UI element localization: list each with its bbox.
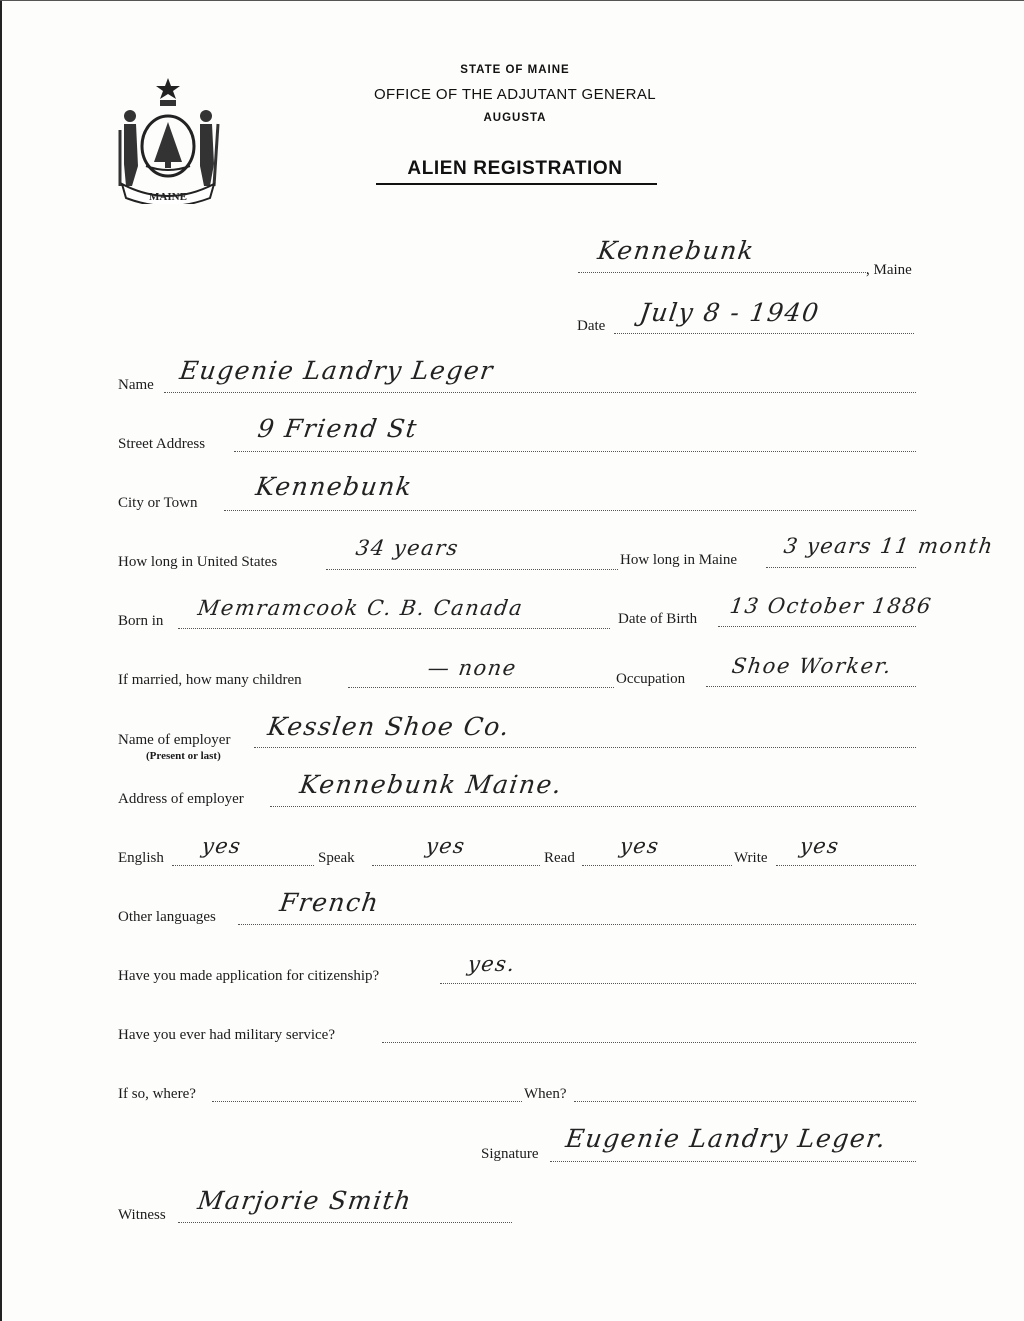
read-value: yes [618,834,662,858]
how-long-us-line [326,569,618,570]
street-label: Street Address [118,436,206,452]
city-value: Kennebunk [253,472,415,501]
street-value: 9 Friend St [255,414,420,443]
children-value: — none [426,656,519,680]
occupation-value: Shoe Worker. [730,654,894,678]
children-label: If married, how many children [118,672,302,688]
speak-value: yes [424,834,468,858]
city-label: City or Town [118,495,198,511]
place-line [578,272,868,273]
employer-value: Kesslen Shoe Co. [265,712,513,741]
place-value: Kennebunk [595,236,757,265]
when-label: When? [524,1086,567,1102]
where-line [212,1101,522,1102]
born-in-label: Born in [118,613,164,629]
write-label: Write [734,850,768,866]
scan-edge [0,0,2,1321]
employer-sublabel: (Present or last) [146,750,221,762]
how-long-us-value: 34 years [354,536,461,560]
street-line [234,451,916,452]
write-line [776,865,916,866]
born-in-line [178,628,610,629]
witness-label: Witness [118,1207,166,1223]
english-line [172,865,314,866]
occupation-label: Occupation [616,671,686,687]
how-long-us-label: How long in United States [118,554,278,570]
write-value: yes [798,834,842,858]
signature-label: Signature [481,1146,539,1162]
other-lang-label: Other languages [118,909,216,925]
form-title: ALIEN REGISTRATION [407,158,623,179]
employer-addr-value: Kennebunk Maine. [297,770,565,799]
dob-value: 13 October 1886 [728,594,934,618]
city-line [224,510,916,511]
born-in-value: Memramcook C. B. Canada [196,596,525,620]
signature-line [550,1161,916,1162]
witness-value: Marjorie Smith [195,1186,414,1215]
how-long-me-line [766,567,916,568]
header-city: AUGUSTA [483,112,547,124]
how-long-me-label: How long in Maine [620,552,738,568]
speak-label: Speak [318,850,355,866]
scan-edge-top [0,0,1024,1]
employer-label: Name of employer [118,732,231,748]
employer-addr-line [270,806,916,807]
speak-line [372,865,540,866]
dob-line [718,626,916,627]
english-value: yes [200,834,244,858]
date-label: Date [577,318,606,334]
title-underline [376,183,657,185]
employer-line [254,747,916,748]
english-label: English [118,850,164,866]
when-line [574,1101,916,1102]
military-line [382,1042,916,1043]
where-label: If so, where? [118,1086,196,1102]
name-value: Eugenie Landry Leger [177,356,496,385]
date-line [614,333,914,334]
place-suffix: , Maine [866,262,912,278]
maine-state-seal-icon [112,74,224,204]
header-office: OFFICE OF THE ADJUTANT GENERAL [373,86,657,103]
signature-value: Eugenie Landry Leger. [563,1124,889,1153]
how-long-me-value: 3 years 11 month [782,534,996,558]
read-line [582,865,732,866]
dob-label: Date of Birth [618,611,698,627]
other-lang-value: French [277,888,382,917]
citizenship-label: Have you made application for citizenship? [118,968,380,984]
employer-addr-label: Address of employer [118,791,244,807]
name-label: Name [118,377,154,393]
witness-line [178,1222,512,1223]
name-line [164,392,916,393]
children-line [348,687,614,688]
occupation-line [706,686,916,687]
seal-banner-text: MAINE [149,191,187,203]
military-label: Have you ever had military service? [118,1027,335,1043]
citizenship-line [440,983,916,984]
date-value: July 8 - 1940 [637,298,822,327]
citizenship-value: yes. [466,952,518,976]
other-lang-line [238,924,916,925]
read-label: Read [544,850,575,866]
header-state: STATE OF MAINE [460,64,570,76]
